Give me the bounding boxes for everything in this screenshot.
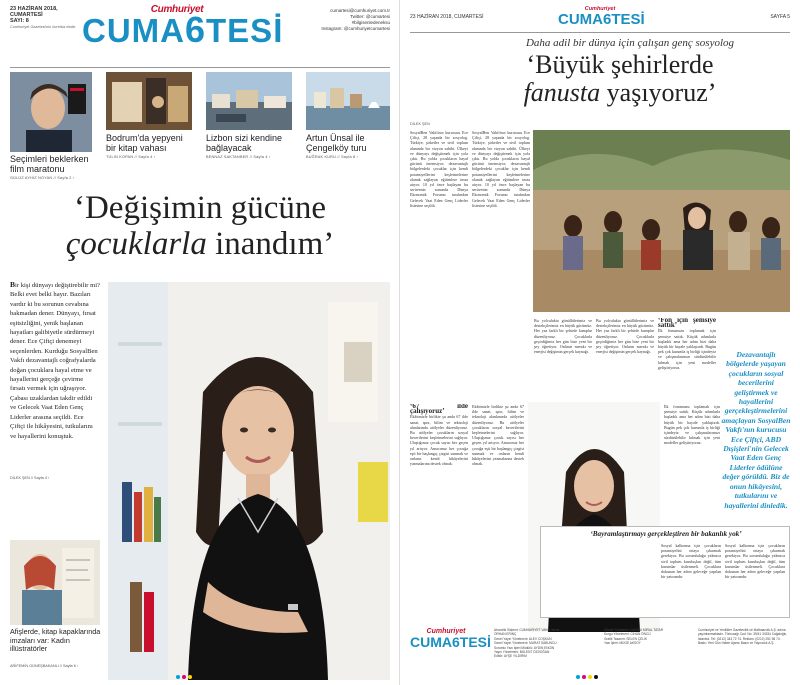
promo-title: Lizbon sizi kendine bağlayacak — [206, 133, 283, 153]
registration-marks — [576, 675, 600, 681]
intro-text: ir kişi dünyayı değiştirebilir mi? Belki evet belki hayır. Bazıları vardır ki bu sorunun cevabına bakmadan dener. Dünyayı, fırsat eşitsizliğini, yenik başlanan hayatları galibiyetle sürdürmeyi dener. Ece Çiftçi denemeyi seçenlerden. Kurduğu SosyalBen Vakfı dezavantajlı coğrafyalarda doğan çocuklara hayal etme ve hayallerini gerçeğe çevirme fırsatı vermek için uğraşıyor. Çabası uzaklardan takdir edildi ve Gelecek Vaat Eden Genç Liderler arasına seçildi. Ece Çiftçi ile hikâyesini, tutkularını ve hayallerini konuştuk. — [10, 282, 100, 440]
cover-portrait — [108, 282, 390, 680]
headline-italic: fanusta — [523, 78, 601, 107]
staff-line: Editör: AYŞE YILDIRIM — [494, 654, 527, 659]
body-text: Bu yolculukta gönüllülerimiz ve destekçilerimiz en büyük gücümüz. Her yaz farklı bir şehirde kamplar düzenliyoruz. Çocuklarla geçirdiğimiz her gün bize yeni bir şey öğretiyor. Onların merakı ve enerjisi değişimin gerçek kaynağı. — [596, 318, 654, 355]
sidebar-column-2 — [725, 543, 785, 615]
staff-line: ORHAN ERİNÇ — [494, 632, 517, 637]
promo-image — [306, 72, 390, 130]
body-column-3 — [534, 318, 592, 400]
yellow-mark — [588, 675, 592, 679]
body-text: SosyalBen Vakfı'nın kurucusu Ece Çiftçi, 28 yaşında bir sosyolog. Türkiye, şirketler ve sivil toplum alanında bir vizyon sahibi. Ülkeyi ve dünyayı değiştirmek için yola çıktı. Bu yolda çocukların hayal gücünü önemsiyor; dezavantajlı bölgelerdeki çocuklar için kendi potansiyellerini keşfetmelerine olanak sağlayan eğitimlere imza atıyor. 10 yıl önce başlayan bu serüvenin sonunda Dünya Ekonomik Forumu tarafından Gelecek Vaat Eden Genç Liderler listesine seçildi. — [472, 130, 530, 208]
body-column-5 — [658, 318, 716, 400]
inside-page — [400, 0, 800, 685]
headline-line2 — [10, 226, 390, 262]
headline-line1: ‘Değişimin gücüne — [73, 190, 327, 226]
article-headline — [460, 51, 780, 107]
contact-instagram[interactable]: Instagram: @cumhuriyetcumartesi — [321, 26, 390, 31]
staff-line: Grafik Tasarım: SELEN ÇELİK — [604, 636, 647, 641]
sidebar-title: ‘Bayramlaştırmayı gerçekleştiren bir bakanlık yok’ — [590, 530, 742, 538]
main-headline — [10, 190, 390, 262]
header-logo-brand: Cumhuriyet — [584, 6, 616, 12]
article-kicker: Daha adil bir dünya için çalışan genç sosyolog — [525, 37, 735, 49]
contacts — [321, 8, 390, 32]
body-text: İlk fonumuzu toplamak için şemsiye sattık. Küçük adımlarla başladık ama her adım bizi daha büyük bir hayale yaklaştırdı. Bugün pek çok kurumla iş birliği içindeyiz ve çalışmalarımızı sürdürülebilir kılmak için yeni modeller geliştiriyoruz. — [664, 404, 720, 446]
issue-note: Cumhuriyet Gazetesi'nin ücretsiz ekidir. — [10, 25, 77, 29]
sidebar-text: Sosyal kalkınma için çocukların potansiyelini ortaya çıkarmak gerekiyor. Bu sorumluluğu yalnızca sivil toplum kuruluşları değil, tüm kurumlar üstlenmeli. Çocuklara dokunan her adım geleceğe yapılan bir yatırımdır. — [725, 543, 785, 580]
headline-line2 — [460, 79, 780, 107]
promo-image — [206, 72, 292, 130]
body-column-1 — [410, 130, 468, 400]
story-byline[interactable]: DİLEK ŞEN // Sayfa 4 › — [10, 476, 50, 480]
inset-caption: Afişlerde, kitap kapaklarında imzaları var: Kadın illüstratörler — [10, 627, 101, 653]
promo-bodrum-books[interactable] — [106, 72, 192, 190]
divider — [410, 32, 790, 33]
yellow-mark — [188, 675, 192, 679]
body-column-2 — [472, 130, 530, 400]
logo-prefix: CUMA — [82, 12, 185, 49]
article-byline: DİLEK ŞEN — [410, 122, 430, 126]
staff-line: Sorumlu Yazı İşleri Müdürü: AYDIN ENGİN — [494, 645, 555, 650]
promo-byline: BENNAZ SAKTANBER // Sayfa 4 › — [206, 155, 271, 159]
sidebar-text: Sosyal kalkınma için çocukların potansiyelini ortaya çıkarmak gerekiyor. Bu sorumluluğu yalnızca sivil toplum kuruluşları değil, tüm kurumlar üstlenmeli. Çocuklara dokunan her adım geleceğe yapılan bir yatırımdır. — [661, 543, 721, 580]
magenta-mark — [182, 675, 186, 679]
body-column-6 — [410, 404, 468, 620]
bosphorus-photo — [306, 72, 390, 130]
magenta-mark — [582, 675, 586, 679]
promo-byline: GÜLÜZ AYHIZ NOYAN // Sayfa 2 › — [10, 176, 75, 180]
staff-list-1 — [494, 628, 592, 659]
page-header — [410, 6, 790, 30]
promo-film-marathon[interactable] — [10, 72, 92, 190]
staff-line: Görsel Yönetmen: DUYGU MİRAL TATAR — [604, 628, 664, 632]
publisher-info: Cumhuriyet ve Yenilikler Gazetecilik ve Matbaacılık A.Ş. adına yayımlanmaktadır. Türkocağı Cad. No: 39/41 34334 Cağaloğlu, İstanbul. Tel: (0212) 343 72 74. Reklam: (0212) 251 98 74. Baskı: Yeni Gün Haber Ajansı Basın ve Yayıncılık A.Ş. — [698, 628, 788, 646]
promo-image — [10, 72, 92, 152]
staff-line: Yazı İşleri: MÜGE AKSOY — [604, 641, 641, 646]
cyan-mark — [576, 675, 580, 679]
subhead-fund: ‘Fon için şemsiye sattık’ — [658, 318, 716, 330]
promo-byline: BUĞRAK KURU // Sayfa 8 › — [306, 155, 359, 159]
registration-marks — [176, 675, 200, 681]
black-mark — [594, 675, 598, 679]
divider — [10, 67, 390, 68]
bookstore-photo — [106, 72, 192, 130]
body-text: Ekibimizle birlikte şu anda 67 ilde sanat, spor, bilim ve teknoloji alanlarında atölyeler düzenliyoruz. Bu atölyeler çocukların sosyal becerilerini keşfetmelerini sağlıyor. Ulaştığımız çocuk sayısı her geçen yıl artıyor. Amacımız her çocuğa eşit bir başlangıç çizgisi sunmak ve onların kendi hikâyelerini yazmalarına destek olmak. — [472, 404, 524, 467]
body-column-8 — [664, 404, 720, 522]
logo-digit: 6 — [184, 9, 207, 50]
promo-image — [106, 72, 192, 130]
issue-number: SAYI: 8 — [10, 18, 29, 24]
body-column-4 — [596, 318, 654, 400]
body-text: Ekibimizle birlikte şu anda 67 ilde sanat, spor, bilim ve teknoloji alanlarında atölyeler düzenliyoruz. Bu atölyeler çocukların sosyal becerilerini keşfetmelerini sağlıyor. Ulaştığımız çocuk sayısı her geçen yıl artıyor. Amacımız her çocuğa eşit bir başlangıç çizgisi sunmak ve onların kendi hikâyelerini yazmalarına destek olmak. — [410, 414, 468, 467]
body-text: Bu yolculukta gönüllülerimiz ve destekçilerimiz en büyük gücümüz. Her yaz farklı bir şehirde kamplar düzenliyoruz. Çocuklarla geçirdiğimiz her gün bize yeni bir şey öğretiyor. Onların merakı ve enerjisi değişimin gerçek kaynağı. — [534, 318, 592, 355]
logo-suffix: TESİ — [206, 12, 284, 49]
promo-byline: TÜLİN KOPAN // Sayfa 4 › — [106, 155, 156, 159]
illustration-thumbnail — [10, 540, 100, 625]
staff-line: Kurgu Yönetmeni: CİHAN ÖNCÜ — [604, 632, 651, 637]
headline-line1: ‘Büyük şehirlerde — [526, 50, 714, 79]
illustrators-inset[interactable] — [10, 540, 100, 625]
promo-cengelkoy[interactable] — [306, 72, 390, 190]
page-number: SAYFA 5 — [770, 14, 790, 20]
footer-logo-brand: Cumhuriyet — [426, 628, 466, 635]
issue-day: CUMARTESİ — [10, 12, 43, 18]
promo-title: Artun Ünsal ile Çengelköy turu — [306, 133, 367, 153]
children-group-photo — [533, 130, 790, 312]
header-logo[interactable] — [558, 6, 645, 28]
imprint-footer — [410, 626, 790, 676]
staff-line: Abonelik Sistemi: CUMHURİYET VAKFI adına — [494, 628, 560, 632]
pull-quote: Dezavantajlı bölgelerde yaşayan çocukların sosyal becerilerini geliştirmek ve hayallerini gerçekleştirmelerini amaçlayan SosyalBen Vakfı'nın kurucusu Ece Çiftçi, ABD Dışişleri'nin Gelecek Vaat Eden Genç Liderler ödülüne değer görüldü. Biz de onun hikâyesini, tutkularını ve hayallerini dinledik. — [721, 350, 791, 510]
staff-line: Genel Yayın Yönetmeni: ALEV COŞKUN — [494, 636, 552, 641]
footer-logo-main: CUMA6TESİ — [410, 634, 491, 650]
issue-info — [10, 6, 76, 30]
inset-byline[interactable]: ARİFEMİN GÜNEŞBAKANLI // Sayfa 6 › — [10, 664, 79, 668]
issue-date: 23 HAZİRAN 2018, — [10, 6, 58, 12]
footer-logo[interactable] — [410, 628, 491, 650]
promo-lisbon[interactable] — [206, 72, 292, 190]
intro-paragraph — [10, 280, 100, 441]
cyan-mark — [176, 675, 180, 679]
black-mark — [194, 675, 198, 679]
lisbon-photo — [206, 72, 292, 130]
article-photo — [533, 130, 790, 312]
contact-email[interactable]: cumartesi@cumhuriyet.com.tr — [330, 8, 390, 13]
staff-list-2 — [604, 628, 688, 646]
masthead — [10, 4, 390, 66]
headline-rest: yaşıyoruz’ — [600, 78, 717, 107]
dropcap: B — [10, 280, 16, 289]
promo-title: Bodrum'da yepyeni bir kitap vahası — [106, 133, 183, 153]
promo-title: Seçimleri beklerken film maratonu — [10, 154, 89, 174]
header-logo-main: CUMA6TESİ — [558, 11, 645, 28]
body-text: SosyalBen Vakfı'nın kurucusu Ece Çiftçi, 28 yaşında bir sosyolog. Türkiye, şirketler ve sivil toplum alanında bir vizyon sahibi. Ülkeyi ve dünyayı değiştirmek için yola çıktı. Bu yolda çocukların hayal gücünü önemsiyor; dezavantajlı bölgelerdeki çocuklar için kendi potansiyellerini keşfetmelerine olanak sağlayan eğitimlere imza atıyor. 10 yıl önce başlayan bu serüvenin sonunda Dünya Ekonomik Forumu tarafından Gelecek Vaat Eden Genç Liderler listesine seçildi. — [410, 130, 468, 208]
logo[interactable] — [82, 4, 284, 59]
body-column-7 — [472, 404, 524, 620]
staff-line: Genel Yayın Yönetmeni: MURAT SABUNCU — [494, 641, 557, 646]
body-text: İlk fonumuzu toplamak için şemsiye sattık. Küçük adımlarla başladık ama her adım bizi daha büyük bir hayale yaklaştırdı. Bugün pek çok kurumla iş birliği içindeyiz ve çalışmalarımızı sürdürülebilir kılmak için yeni modeller geliştiriyoruz. — [658, 328, 716, 370]
man-portrait-illustration — [10, 72, 92, 152]
contact-twitter[interactable]: Twitter: @cumartesi — [350, 14, 390, 19]
subhead-67-cities: ‘67 ilde çalışıyoruz’ — [410, 404, 468, 416]
staff-line: Yayın Yönetmeni: BÜLENT ÖZDOĞAN — [494, 650, 550, 655]
page-date: 23 HAZİRAN 2018, CUMARTESİ — [410, 14, 484, 20]
sidebar-box — [540, 526, 790, 618]
headline-italic: çocuklarla — [65, 226, 207, 262]
headline-rest: inandım’ — [206, 226, 335, 262]
woman-portrait-photo — [108, 282, 390, 680]
contact-hashtag[interactable]: #bilgisenledeneksu — [351, 20, 390, 25]
promo-strip — [10, 72, 390, 190]
sidebar-column-1 — [661, 543, 721, 615]
logo-brand: Cumhuriyet — [150, 4, 204, 15]
